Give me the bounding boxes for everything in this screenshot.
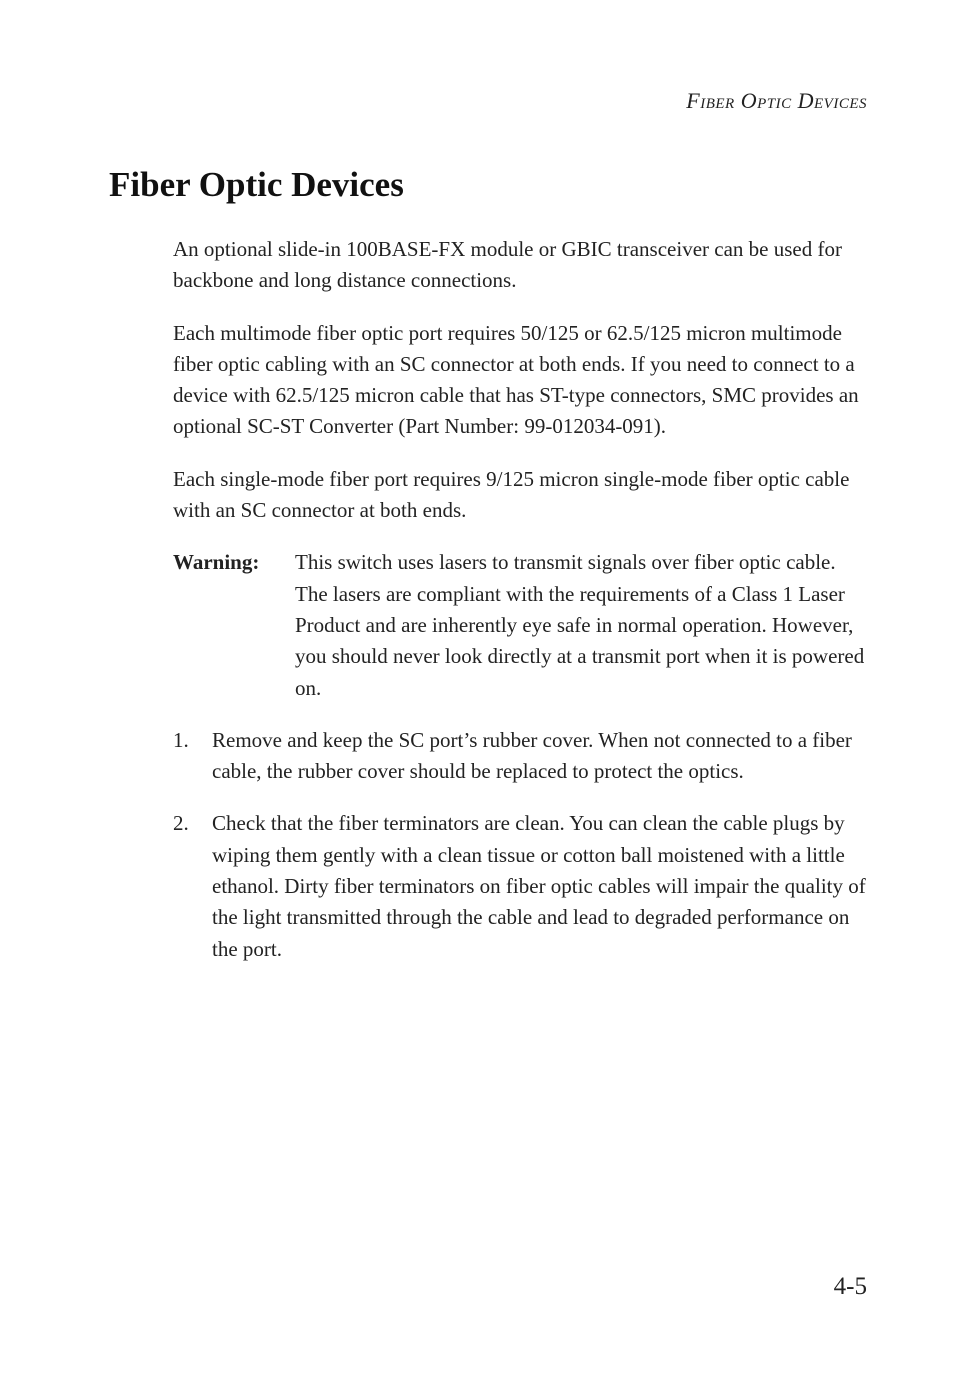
paragraph-intro: An optional slide-in 100BASE-FX module or GBIC transceiver can be used for backbone and long distance connections. (173, 237, 842, 293)
list-item (173, 808, 873, 964)
step-number: 2. (173, 811, 189, 836)
warning-text: This switch uses lasers to transmit signals over fiber optic cable. The lasers are compliant with the requirements of a Class 1 Laser Product and are inherently eye safe in normal operation. However, you should never look directly at a transmit port when it is powered on. (295, 550, 865, 700)
running-header: Fiber Optic Devices (686, 88, 867, 113)
warning-note (173, 547, 873, 703)
page-title: Fiber Optic Devices (109, 165, 404, 204)
step-text: Check that the fiber terminators are clean. You can clean the cable plugs by wiping them gently with a clean tissue or cotton ball moistened with a little ethanol. Dirty fiber terminators on fiber optic cables will impair the quality of the light transmitted through the cable and lead to degraded performance on the port. (212, 811, 866, 961)
step-text: Remove and keep the SC port’s rubber cover. When not connected to a fiber cable, the rubber cover should be replaced to protect the optics. (212, 727, 852, 784)
list-item (173, 725, 873, 788)
step-number: 1. (173, 727, 189, 752)
paragraph-multimode: Each multimode fiber optic port requires 50/125 or 62.5/125 micron multimode fiber optic cabling with an SC connector at both ends. If you need to connect to a device with 62.5/125 micron cable that has ST-type connectors, SMC provides an optional SC-ST Converter (Part Number: 99-012034-091). (173, 320, 859, 439)
page-number: 4-5 (833, 1273, 867, 1300)
warning-label: Warning: (173, 550, 260, 575)
steps-list (173, 725, 873, 965)
body-content (173, 234, 873, 986)
paragraph-single-mode: Each single-mode fiber port requires 9/125 micron single-mode fiber optic cable with an SC connector at both ends. (173, 466, 850, 523)
